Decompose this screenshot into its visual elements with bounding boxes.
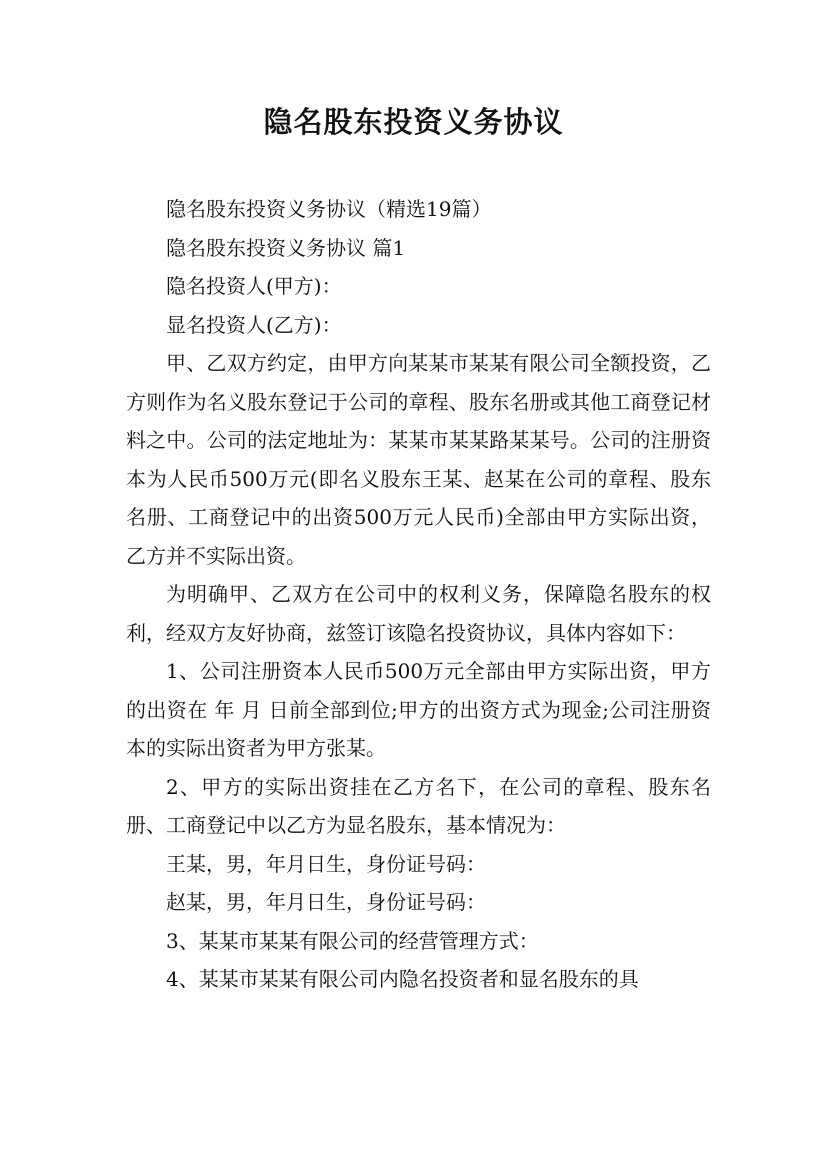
document-title: 隐名股东投资义务协议 xyxy=(263,105,564,139)
paragraph-subtitle: 隐名股东投资义务协议（精选19篇） xyxy=(166,197,492,221)
paragraph-shareholder-wang: 王某，男，年月日生，身份证号码： xyxy=(166,851,486,876)
paragraph-agreement-intro: 甲、乙双方约定，由甲方向某某市某某有限公司全额投资，乙方则作为名义股东登记于公司的章程、股东名册或其他工商登记材料之中。公司的法定地址为：某某市某某路某某号。公司的注册资本为人民币500万元(即名义股东王某、赵某在公司的章程、股东名册、工商登记中的出资500万元人民币)全部由甲方实际出资，乙方并不实际出资。 xyxy=(126,351,711,568)
paragraph-clause-4: 4、某某市某某有限公司内隐名投资者和显名股东的具 xyxy=(166,967,639,991)
paragraph-shareholder-zhao: 赵某，男，年月日生，身份证号码： xyxy=(166,890,486,914)
paragraph-clause-2: 2、甲方的实际出资挂在乙方名下，在公司的章程、股东名册、工商登记中以乙方为显名股东，基本情况为： xyxy=(126,774,711,837)
paragraph-party-b: 显名投资人(乙方)： xyxy=(166,312,342,337)
document-body xyxy=(126,190,711,999)
paragraph-clause-3: 3、某某市某某有限公司的经营管理方式： xyxy=(166,928,539,953)
paragraph-section-heading: 隐名股东投资义务协议 篇1 xyxy=(166,235,406,260)
paragraph-party-a: 隐名投资人(甲方)： xyxy=(166,274,342,298)
paragraph-purpose: 为明确甲、乙双方在公司中的权利义务，保障隐名股东的权利，经双方友好协商，兹签订该隐名投资协议，具体内容如下： xyxy=(126,582,711,645)
paragraph-clause-1: 1、公司注册资本人民币500万元全部由甲方实际出资，甲方的出资在 年 月 日前全部到位;甲方的出资方式为现金;公司注册资本的实际出资者为甲方张某。 xyxy=(126,659,711,760)
